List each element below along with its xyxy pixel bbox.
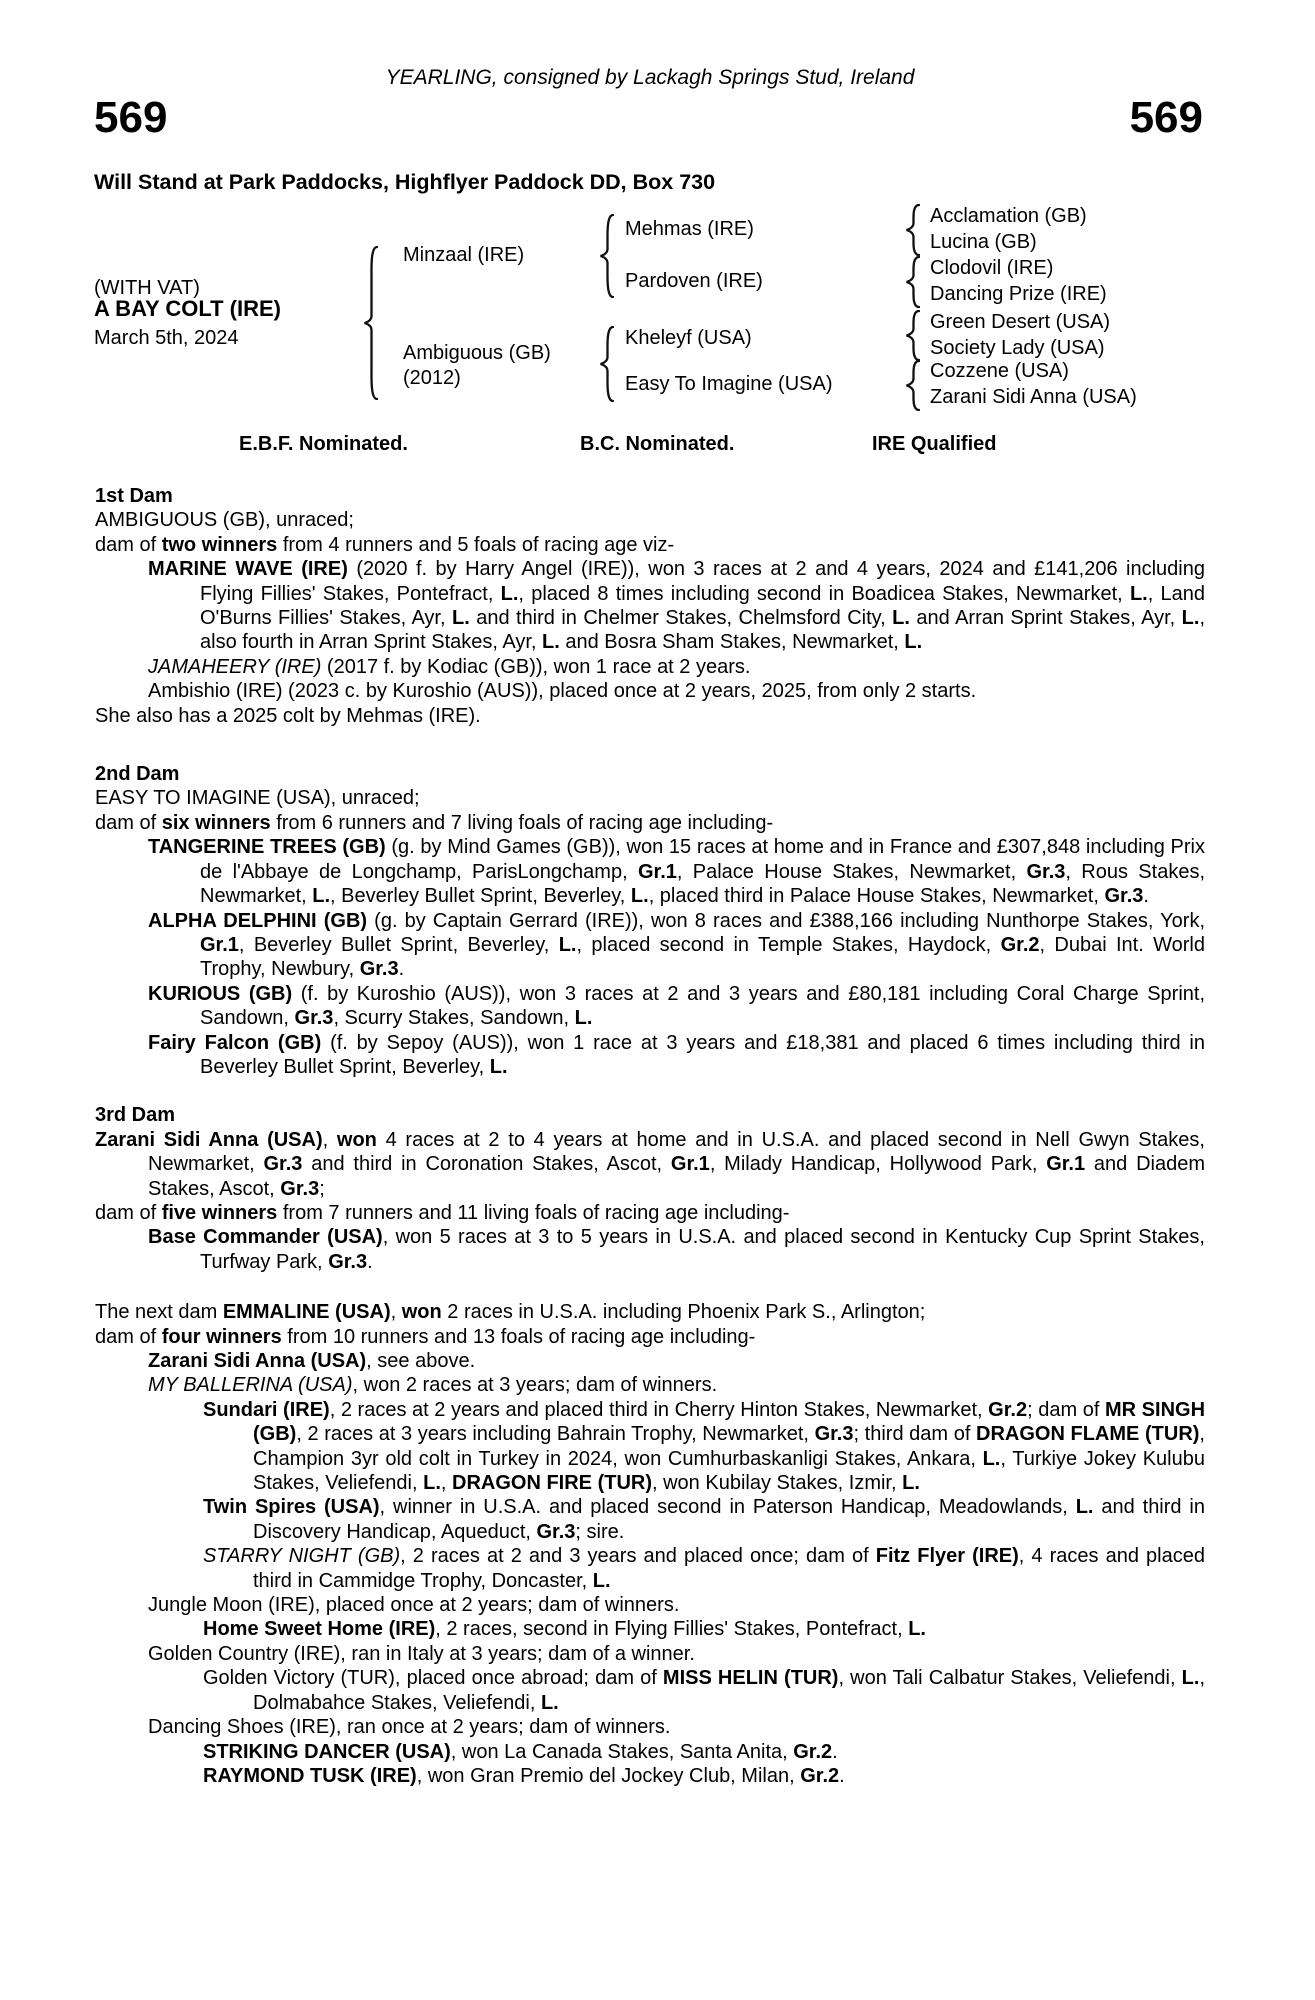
text-run: Ambishio (IRE) (2023 c. by Kuroshio (AUS)), placed once at 2 years, 2025, from only 2 starts. xyxy=(148,680,977,703)
text-run: RAYMOND TUSK (IRE) xyxy=(203,1764,417,1787)
catalogue-paragraph xyxy=(95,655,1205,679)
catalogue-paragraph xyxy=(95,909,1205,982)
text-run: and Bosra Sham Stakes, Newmarket, xyxy=(559,631,905,654)
section xyxy=(95,1103,1205,1274)
dam-year: (2012) xyxy=(403,367,461,389)
text-run: and third in Chelmer Stakes, Chelmsford City, xyxy=(469,607,893,630)
section-heading: 3rd Dam xyxy=(95,1104,176,1127)
pedigree-brace-gen3-a xyxy=(904,204,920,256)
catalogue-paragraph xyxy=(95,1642,1205,1666)
text-run: from 4 runners and 5 foals of racing age viz- xyxy=(277,533,675,556)
stand-location: Will Stand at Park Paddocks, Highflyer Paddock DD, Box 730 xyxy=(94,170,716,194)
catalogue-paragraph xyxy=(95,704,1205,728)
text-run: dam of xyxy=(95,811,162,834)
sire-dam-dam-name: Dancing Prize (IRE) xyxy=(930,283,1107,305)
text-run: , Palace House Stakes, Newmarket, xyxy=(676,860,1027,883)
section xyxy=(95,484,1205,728)
text-run: , Dubai Int. World Trophy, Newbury, xyxy=(200,933,1205,981)
text-run: STARRY NIGHT (GB) xyxy=(203,1545,401,1568)
text-run: , won 5 races at 3 to 5 years in U.S.A. and placed second in Kentucky Cup Sprint Stakes, Turfway Park, xyxy=(200,1226,1205,1273)
section-heading: 2nd Dam xyxy=(95,763,180,786)
text-run: Gr.3 xyxy=(280,1177,320,1200)
text-run: L. xyxy=(500,582,519,605)
text-run: Gr.2 xyxy=(988,1398,1028,1421)
consignment-line: YEARLING, consigned by Lackagh Springs Stud, Ireland xyxy=(385,66,915,89)
lot-number-right: 569 xyxy=(1129,93,1203,142)
pedigree-sections xyxy=(0,484,1205,1788)
text-run: , Land O'Burns Fillies' Stakes, Ayr, xyxy=(200,582,1205,630)
text-run: The next dam xyxy=(95,1301,223,1324)
catalogue-paragraph xyxy=(95,1349,1205,1373)
catalogue-paragraph xyxy=(95,982,1205,1031)
text-run: L. xyxy=(630,885,649,908)
pedigree-brace-gen1 xyxy=(362,246,378,400)
ire-qualified-label: IRE Qualified xyxy=(872,433,997,455)
text-run: . xyxy=(839,1764,845,1787)
text-run: , placed third in Palace House Stakes, Newmarket, xyxy=(648,885,1105,908)
catalogue-paragraph xyxy=(95,1225,1205,1274)
text-run: L. xyxy=(1129,582,1148,605)
dam-sire-sire-name: Green Desert (USA) xyxy=(930,311,1111,333)
bc-nominated-label: B.C. Nominated. xyxy=(580,433,735,455)
text-run: MISS HELIN (TUR) xyxy=(662,1667,839,1690)
text-run: L. xyxy=(904,631,923,654)
text-run: KURIOUS (GB) xyxy=(148,982,293,1005)
text-run: , xyxy=(322,1128,337,1151)
text-run: (g. by Captain Gerrard (IRE)), won 8 races and £388,166 including Nunthorpe Stakes, York, xyxy=(367,909,1205,932)
pedigree-brace-dam xyxy=(598,326,614,402)
catalogue-paragraph xyxy=(95,1325,1205,1349)
text-run: L. xyxy=(540,1691,559,1714)
text-run: , won Tali Calbatur Stakes, Veliefendi, xyxy=(838,1667,1182,1690)
text-run: Gr.3 xyxy=(359,958,399,981)
text-run: , 4 races and placed third in Cammidge Trophy, Doncaster, xyxy=(253,1545,1205,1592)
text-run: , Rous Stakes, Newmarket, xyxy=(200,860,1205,908)
text-run: (g. by Mind Games (GB)), won 15 races at home and in France and £307,848 including Prix de l'Abbaye de Longchamp, ParisLongchamp, xyxy=(200,836,1205,883)
text-run: from 7 runners and 11 living foals of racing age including- xyxy=(277,1201,790,1224)
sire-sire-dam-name: Lucina (GB) xyxy=(930,231,1037,253)
vat-note: (WITH VAT) xyxy=(94,277,200,299)
text-run: Gr.1 xyxy=(200,933,239,956)
text-run: , Champion 3yr old colt in Turkey in 2024, won Cumhurbaskanligi Stakes, Ankara, xyxy=(253,1423,1205,1470)
text-run: . xyxy=(367,1250,373,1273)
section xyxy=(95,1300,1205,1788)
text-run: , xyxy=(440,1472,453,1495)
text-run: (f. by Sepoy (AUS)), won 1 race at 3 years and £18,381 and placed 6 times including third in Beverley Bullet Sprint, Beverley, xyxy=(200,1031,1206,1078)
text-run: L. xyxy=(1075,1496,1094,1519)
text-run: L. xyxy=(592,1569,611,1592)
text-run: , Turkiye Jokey Kulubu Stakes, Veliefendi, xyxy=(253,1447,1205,1495)
text-run: L. xyxy=(1181,607,1200,630)
text-run: five winners xyxy=(161,1201,278,1224)
dam-sire-name: Kheleyf (USA) xyxy=(625,327,752,349)
dam-name: Ambiguous (GB) xyxy=(403,342,551,364)
catalogue-paragraph xyxy=(95,508,1205,532)
text-run: ; xyxy=(319,1177,325,1200)
text-run: six winners xyxy=(161,811,271,834)
ebf-nominated-label: E.B.F. Nominated. xyxy=(239,433,408,455)
text-run: 4 races at 2 to 4 years at home and in U.S.A. and placed second in Nell Gwyn Stakes, Newmarket, xyxy=(148,1128,1205,1176)
text-run: four winners xyxy=(161,1325,282,1348)
text-run: DRAGON FLAME (TUR) xyxy=(976,1423,1200,1446)
sire-sire-name: Mehmas (IRE) xyxy=(625,218,754,240)
pedigree-brace-gen3-b xyxy=(904,256,920,308)
catalogue-paragraph xyxy=(95,786,1205,810)
text-run: , winner in U.S.A. and placed second in Paterson Handicap, Meadowlands, xyxy=(379,1496,1076,1519)
text-run: Gr.2 xyxy=(1000,933,1040,956)
catalogue-paragraph xyxy=(95,1031,1205,1080)
text-run: Jungle Moon (IRE), placed once at 2 years; dam of winners. xyxy=(148,1594,680,1617)
text-run: Home Sweet Home (IRE) xyxy=(203,1618,436,1641)
text-run: , 2 races, second in Flying Fillies' Stakes, Pontefract, xyxy=(435,1618,909,1641)
catalogue-paragraph xyxy=(95,1666,1205,1715)
text-run: (2020 f. by Harry Angel (IRE)), won 3 races at 2 and 4 years, 2024 and £141,206 including Flying Fillies' Stakes, Pontefract, xyxy=(200,558,1205,605)
text-run: , also fourth in Arran Sprint Stakes, Ayr, xyxy=(200,607,1206,654)
pedigree-brace-gen3-d xyxy=(904,360,920,411)
page-header xyxy=(0,0,1315,484)
text-run: , Beverley Bullet Sprint, Beverley, xyxy=(330,885,631,908)
text-run: Gr.1 xyxy=(1046,1153,1086,1176)
text-run: , Milady Handicap, Hollywood Park, xyxy=(709,1153,1047,1176)
catalogue-paragraph xyxy=(95,1398,1205,1496)
text-run: , won Kubilay Stakes, Izmir, xyxy=(652,1472,903,1495)
text-run: MR SINGH (GB) xyxy=(253,1398,1206,1446)
text-run: , Dolmabahce Stakes, Veliefendi, xyxy=(253,1667,1205,1714)
text-run: Twin Spires (USA) xyxy=(203,1496,380,1519)
text-run: , 2 races at 2 and 3 years and placed once; dam of xyxy=(400,1545,876,1568)
text-run: Fitz Flyer (IRE) xyxy=(875,1545,1019,1568)
pedigree-brace-sire xyxy=(598,214,614,298)
text-run: ALPHA DELPHINI (GB) xyxy=(148,909,368,932)
catalogue-paragraph xyxy=(95,679,1205,703)
text-run: EMMALINE (USA) xyxy=(222,1301,391,1324)
text-run: ; sire. xyxy=(575,1520,625,1543)
text-run: Gr.1 xyxy=(670,1153,710,1176)
text-run: Gr.2 xyxy=(793,1740,833,1763)
text-run: Sundari (IRE) xyxy=(203,1398,330,1421)
catalogue-paragraph xyxy=(95,1617,1205,1641)
text-run: Zarani Sidi Anna (USA) xyxy=(148,1350,367,1372)
section xyxy=(95,762,1205,1079)
text-run: and third in Coronation Stakes, Ascot, xyxy=(302,1153,671,1176)
foaling-date: March 5th, 2024 xyxy=(94,327,239,349)
sire-name: Minzaal (IRE) xyxy=(403,244,525,266)
text-run: L. xyxy=(892,607,910,630)
sire-dam-sire-name: Clodovil (IRE) xyxy=(930,257,1054,279)
text-run: (f. by Kuroshio (AUS)), won 3 races at 2 and 3 years and £80,181 including Coral Charge Sprint, Sandown, xyxy=(200,982,1205,1030)
text-run: dam of xyxy=(95,1201,162,1224)
text-run: L. xyxy=(451,607,470,630)
catalogue-paragraph xyxy=(95,835,1205,908)
text-run: She also has a 2025 colt by Mehmas (IRE). xyxy=(95,704,481,727)
text-run: Gr.3 xyxy=(263,1153,303,1176)
dam-dam-name: Easy To Imagine (USA) xyxy=(625,373,833,395)
text-run: TANGERINE TREES (GB) xyxy=(148,836,386,859)
catalogue-paragraph xyxy=(95,1495,1205,1544)
text-run: won xyxy=(401,1301,442,1324)
catalogue-paragraph xyxy=(95,1201,1205,1225)
catalogue-paragraph xyxy=(95,533,1205,557)
dam-dam-sire-name: Cozzene (USA) xyxy=(930,360,1069,382)
text-run: L. xyxy=(542,631,560,654)
text-run: L. xyxy=(574,1007,593,1030)
text-run: , won Gran Premio del Jockey Club, Milan, xyxy=(416,1764,801,1787)
text-run: Gr.3 xyxy=(1026,860,1066,883)
text-run: ; third dam of xyxy=(853,1423,976,1446)
text-run: L. xyxy=(312,885,331,908)
catalogue-paragraph xyxy=(95,1764,1205,1788)
section-heading: 1st Dam xyxy=(95,485,173,507)
text-run: and third in Discovery Handicap, Aqueduct, xyxy=(253,1496,1205,1543)
text-run: . xyxy=(398,958,405,981)
text-run: L. xyxy=(908,1618,926,1641)
text-run: , 2 races at 3 years including Bahrain Trophy, Newmarket, xyxy=(296,1423,815,1446)
text-run: from 6 runners and 7 living foals of racing age including- xyxy=(270,811,774,834)
subject-name: A BAY COLT (IRE) xyxy=(94,296,282,321)
text-run: EASY TO IMAGINE (USA), unraced; xyxy=(95,787,420,810)
text-run: AMBIGUOUS (GB), unraced; xyxy=(95,509,354,532)
dam-dam-dam-name: Zarani Sidi Anna (USA) xyxy=(930,386,1137,408)
text-run: Golden Victory (TUR), placed once abroad; dam of xyxy=(203,1667,663,1690)
text-run: from 10 runners and 13 foals of racing age including- xyxy=(281,1325,756,1348)
catalogue-paragraph xyxy=(95,1593,1205,1617)
catalogue-paragraph xyxy=(95,1128,1205,1201)
text-run: , won 2 races at 3 years; dam of winners. xyxy=(352,1374,718,1397)
text-run: L. xyxy=(1181,1667,1200,1690)
text-run: L. xyxy=(423,1472,441,1495)
text-run: , won La Canada Stakes, Santa Anita, xyxy=(450,1740,794,1763)
catalogue-paragraph xyxy=(95,1740,1205,1764)
dam-sire-dam-name: Society Lady (USA) xyxy=(930,337,1105,359)
catalogue-paragraph xyxy=(95,1300,1205,1324)
text-run: Gr.2 xyxy=(800,1764,840,1787)
text-run: L. xyxy=(982,1447,1001,1470)
text-run: STRIKING DANCER (USA) xyxy=(203,1740,451,1763)
text-run: Gr.3 xyxy=(814,1423,854,1446)
text-run: dam of xyxy=(95,533,162,556)
text-run: L. xyxy=(558,933,577,956)
text-run: Zarani Sidi Anna (USA) xyxy=(95,1128,323,1151)
text-run: . xyxy=(832,1740,838,1763)
text-run: ; dam of xyxy=(1027,1398,1105,1421)
text-run: , placed second in Temple Stakes, Haydock, xyxy=(576,933,1001,956)
text-run: Gr.1 xyxy=(637,860,677,883)
text-run: . xyxy=(1143,885,1149,908)
catalogue-paragraph xyxy=(95,1715,1205,1739)
catalogue-paragraph xyxy=(95,1544,1205,1593)
text-run: JAMAHEERY (IRE) xyxy=(148,655,322,678)
text-run: Fairy Falcon (GB) xyxy=(148,1031,322,1054)
text-run: dam of xyxy=(95,1325,162,1348)
pedigree-brace-gen3-c xyxy=(904,310,920,361)
text-run: L. xyxy=(902,1472,920,1495)
text-run: , placed 8 times including second in Boadicea Stakes, Newmarket, xyxy=(518,582,1130,605)
lot-number-left: 569 xyxy=(94,93,168,142)
text-run: DRAGON FIRE (TUR) xyxy=(452,1472,652,1495)
text-run: (2017 f. by Kodiac (GB)), won 1 race at 2 years. xyxy=(321,655,751,678)
text-run: Gr.3 xyxy=(536,1520,576,1543)
text-run: won xyxy=(336,1128,377,1151)
catalogue-paragraph xyxy=(95,811,1205,835)
text-run: , xyxy=(390,1301,402,1324)
text-run: Golden Country (IRE), ran in Italy at 3 years; dam of a winner. xyxy=(148,1642,695,1665)
sire-dam-name: Pardoven (IRE) xyxy=(625,270,763,292)
text-run: 2 races in U.S.A. including Phoenix Park S., Arlington; xyxy=(441,1301,926,1324)
catalogue-paragraph xyxy=(95,557,1205,655)
text-run: and Diadem Stakes, Ascot, xyxy=(148,1153,1205,1200)
text-run: Gr.3 xyxy=(294,1007,334,1030)
text-run: , Beverley Bullet Sprint, Beverley, xyxy=(238,933,559,956)
text-run: two winners xyxy=(161,533,278,556)
text-run: Dancing Shoes (IRE), ran once at 2 years; dam of winners. xyxy=(148,1716,671,1739)
text-run: , see above. xyxy=(366,1350,476,1372)
text-run: Gr.3 xyxy=(1104,885,1144,908)
catalogue-paragraph xyxy=(95,1373,1205,1397)
text-run: , 2 races at 2 years and placed third in Cherry Hinton Stakes, Newmarket, xyxy=(329,1398,989,1421)
text-run: and Arran Sprint Stakes, Ayr, xyxy=(909,607,1182,630)
text-run: MY BALLERINA (USA) xyxy=(148,1374,353,1397)
text-run: MARINE WAVE (IRE) xyxy=(148,558,348,581)
text-run: , Scurry Stakes, Sandown, xyxy=(333,1007,575,1030)
text-run: L. xyxy=(489,1055,508,1078)
sire-sire-sire-name: Acclamation (GB) xyxy=(930,205,1087,227)
text-run: Gr.3 xyxy=(328,1250,368,1273)
text-run: Base Commander (USA) xyxy=(148,1226,383,1249)
